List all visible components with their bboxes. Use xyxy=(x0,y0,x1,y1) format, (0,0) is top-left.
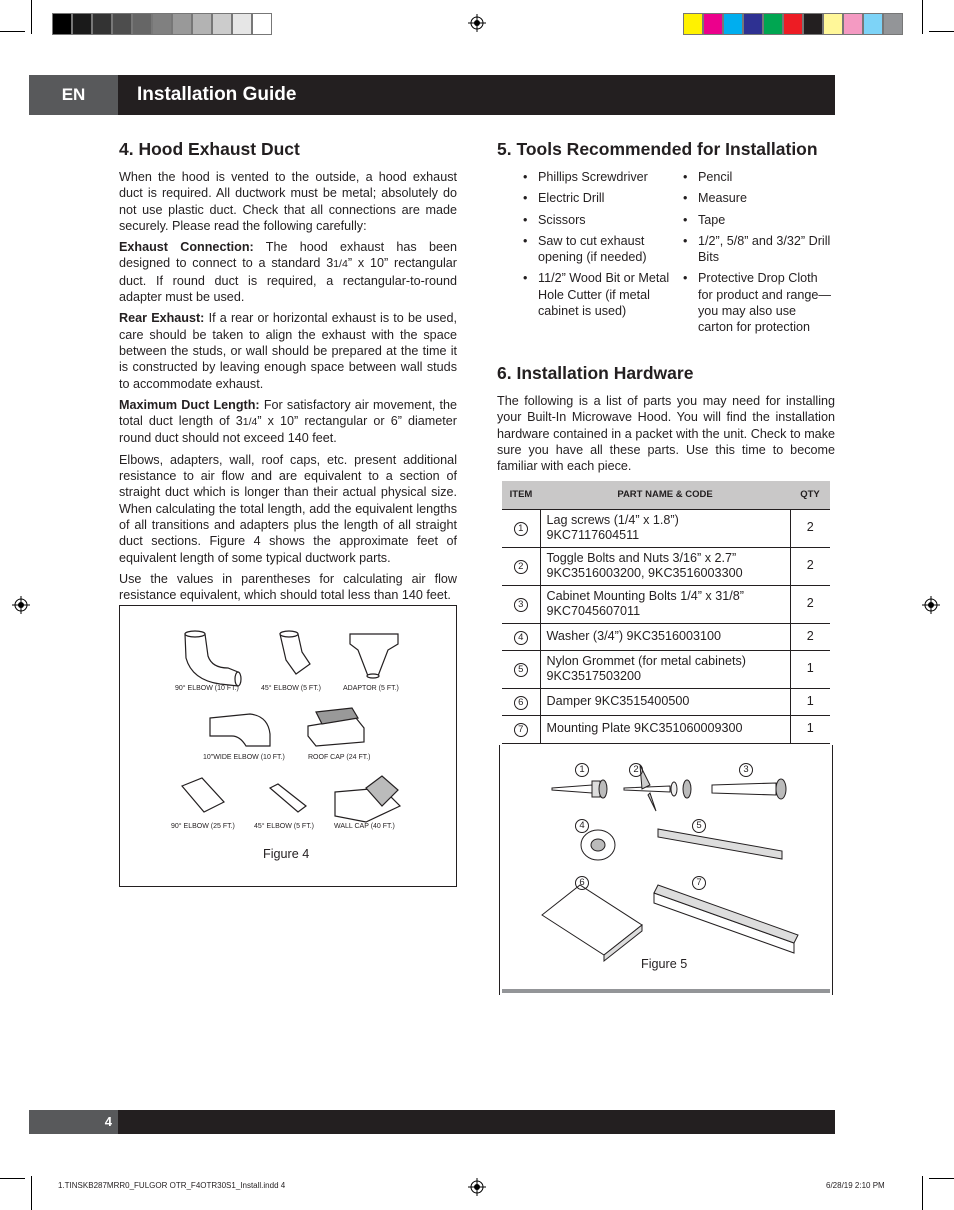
callout-number: 7 xyxy=(692,876,706,890)
table-row xyxy=(502,509,830,547)
figure-caption: Figure 5 xyxy=(641,957,688,971)
list-item: • Tape xyxy=(683,212,833,228)
hardware-table xyxy=(502,481,830,744)
tools-column xyxy=(683,169,833,341)
part-code: 9KC3516003200, 9KC3516003300 xyxy=(546,566,743,580)
list-item: • Scissors xyxy=(523,212,683,228)
list-item: • Measure xyxy=(683,190,833,206)
table-header-row xyxy=(502,481,830,509)
intro-paragraph: When the hood is vented to the outside, a hood exhaust duct is required. All ductwork must be metal; absolutely do not use plastic duct. Check that all connections are made securely. Please read the following carefully: xyxy=(119,170,457,233)
process-color-bar xyxy=(683,13,903,35)
exhaust-connection-paragraph: Exhaust Connection: The hood exhaust has been designed to connect to a standard 31/4” x 10” rectangular duct. If round duct is required, a rectangular-to-round adapter must be used. xyxy=(119,240,458,305)
table-row xyxy=(502,623,830,650)
callout-number: 6 xyxy=(575,876,589,890)
term-label: Rear Exhaust: xyxy=(119,311,205,326)
column-header: ITEM xyxy=(502,481,540,509)
figure-4-duct-parts xyxy=(119,605,457,887)
part-name: Damper 9KC3515400500 xyxy=(546,693,690,708)
part-caption: 10"WIDE ELBOW (10 FT.) xyxy=(203,754,285,761)
quantity: 1 xyxy=(790,688,830,715)
section-hood-exhaust-duct xyxy=(119,138,457,608)
table-row xyxy=(502,650,830,688)
registration-mark-icon xyxy=(468,1178,486,1196)
part-caption: 45° ELBOW (5 FT.) xyxy=(254,823,314,830)
callout-number: 1 xyxy=(575,763,589,777)
quantity: 2 xyxy=(790,509,830,547)
duct-parts-illustration xyxy=(120,606,456,886)
registration-mark-icon xyxy=(468,14,486,32)
page-title: Installation Guide xyxy=(137,84,297,105)
callout-number: 4 xyxy=(575,819,589,833)
part-code: 9KC7045607011 xyxy=(546,604,641,618)
tools-list xyxy=(523,169,835,341)
column-header: PART NAME & CODE xyxy=(540,481,790,509)
figure-bottom-rule xyxy=(502,989,830,993)
list-item: • Protective Drop Cloth for product and range—you may also use carton for protection xyxy=(683,270,833,335)
part-name: Nylon Grommet (for metal cabinets) xyxy=(546,653,746,668)
table-row xyxy=(502,715,830,743)
registration-mark-icon xyxy=(922,596,940,614)
item-number: 5 xyxy=(514,663,528,677)
max-duct-length-paragraph: Maximum Duct Length: For satisfactory air movement, the total duct length of 31/4” x 10” rectangular or 6” diameter round duct should not exceed 140 feet. xyxy=(119,397,458,446)
section-title: 4. Hood Exhaust Duct xyxy=(119,139,300,159)
list-item: • 1/2”, 5/8” and 3/32” Drill Bits xyxy=(683,233,833,266)
section-title: 5. Tools Recommended for Installation xyxy=(497,139,818,159)
part-name: Mounting Plate 9KC351060009300 xyxy=(546,721,743,736)
hardware-illustration xyxy=(500,745,832,990)
list-item: • Phillips Screwdriver xyxy=(523,169,683,185)
item-number: 4 xyxy=(514,631,528,645)
page-footer xyxy=(29,1110,835,1134)
table-row xyxy=(502,688,830,715)
part-name: Washer (3/4”) 9KC3516003100 xyxy=(546,628,722,643)
quantity: 2 xyxy=(790,547,830,585)
item-number: 6 xyxy=(514,696,528,710)
rear-exhaust-paragraph: Rear Exhaust: If a rear or horizontal exhaust is to be used, care should be taken to align the exhaust with the space between the studs, or wall should be prepared at the time it is constructed by leaving enough space between wall studs to accommodate exhaust. xyxy=(119,311,457,391)
elbows-paragraph: Elbows, adapters, wall, roof caps, etc. present additional resistance to air flow and are equivalent to a section of straight duct which is longer than their actual physical size. When calculating the total length, add the equivalent lengths of all transitions and adapters plus the length of all straight duct sections. Figure 4 shows the approximate feet of equivalent length of some typical ductwork parts. xyxy=(119,452,457,565)
quantity: 1 xyxy=(790,715,830,743)
figure-caption: Figure 4 xyxy=(263,847,310,861)
quantity: 2 xyxy=(790,585,830,623)
intro-paragraph: The following is a list of parts you may need for installing your Built-In Microwave Hood. You will find the installation hardware contained in a packet with the unit. Check to make sure you have all these parts. Use this time to become familiar with each piece. xyxy=(497,394,835,474)
part-caption: ROOF CAP (24 FT.) xyxy=(308,754,371,761)
list-item: • Pencil xyxy=(683,169,833,185)
item-number: 7 xyxy=(514,723,528,737)
table-row xyxy=(502,585,830,623)
part-caption: 90° ELBOW (10 FT.) xyxy=(175,685,239,692)
column-header: QTY xyxy=(790,481,830,509)
part-caption: 45° ELBOW (5 FT.) xyxy=(261,685,321,692)
part-name: Lag screws (1/4” x 1.8”) xyxy=(546,512,679,527)
item-number: 3 xyxy=(514,598,528,612)
grayscale-color-bar xyxy=(52,13,272,35)
section-tools xyxy=(497,138,835,341)
quantity: 2 xyxy=(790,623,830,650)
list-item: • 11/2” Wood Bit or Metal Hole Cutter (if metal cabinet is used) xyxy=(523,270,683,319)
term-label: Maximum Duct Length: xyxy=(119,397,260,412)
page-number: 4 xyxy=(29,1110,118,1134)
page-header xyxy=(29,75,835,115)
list-item: • Saw to cut exhaust opening (if needed) xyxy=(523,233,683,266)
part-caption: WALL CAP (40 FT.) xyxy=(334,823,395,830)
quantity: 1 xyxy=(790,650,830,688)
part-code: 9KC7117604511 xyxy=(546,528,640,542)
table-row xyxy=(502,547,830,585)
part-caption: 90° ELBOW (25 FT.) xyxy=(171,823,235,830)
tools-column xyxy=(523,169,683,341)
callout-number: 2 xyxy=(629,763,643,777)
callout-number: 3 xyxy=(739,763,753,777)
file-slug: 1.TINSKB287MRR0_FULGOR OTR_F4OTR30S1_Install.indd 4 xyxy=(58,1181,286,1190)
section-installation-hardware xyxy=(497,362,835,479)
part-name: Cabinet Mounting Bolts 1/4” x 31/8” xyxy=(546,588,744,603)
section-title: 6. Installation Hardware xyxy=(497,363,694,383)
use-values-paragraph: Use the values in parentheses for calculating air flow resistance equivalent, which should total less than 140 feet. xyxy=(119,571,457,603)
print-timestamp: 6/28/19 2:10 PM xyxy=(826,1181,885,1190)
registration-mark-icon xyxy=(12,596,30,614)
part-code: 9KC3517503200 xyxy=(546,669,642,683)
term-label: Exhaust Connection: xyxy=(119,240,254,255)
list-item: • Electric Drill xyxy=(523,190,683,206)
part-name: Toggle Bolts and Nuts 3/16” x 2.7” xyxy=(546,550,737,565)
item-number: 1 xyxy=(514,522,528,536)
language-badge: EN xyxy=(29,75,118,115)
part-caption: ADAPTOR (5 FT.) xyxy=(343,685,399,692)
figure-5-hardware-parts xyxy=(499,745,833,995)
callout-number: 5 xyxy=(692,819,706,833)
item-number: 2 xyxy=(514,560,528,574)
